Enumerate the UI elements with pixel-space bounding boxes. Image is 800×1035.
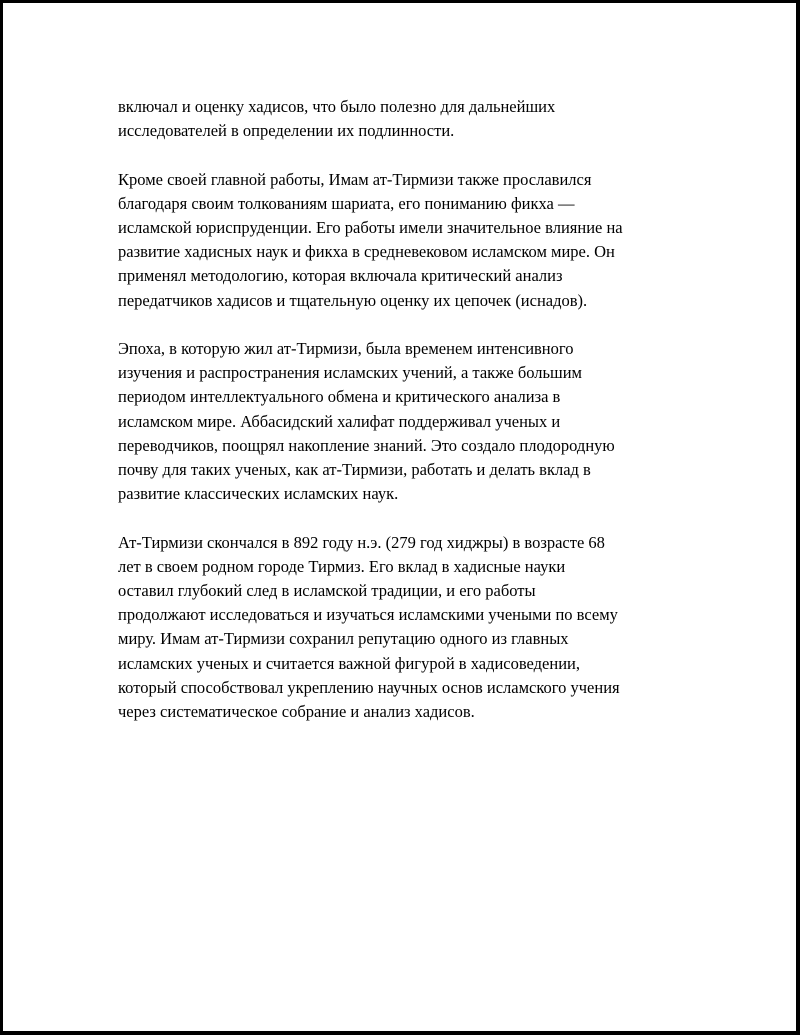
paragraph-2 [118,168,698,313]
text-line: исламском мире. Аббасидский халифат поддерживал ученых и [118,411,561,431]
text-line: изучения и распространения исламских учений, а также большим [118,363,582,383]
text-line: миру. Имам ат-Тирмизи сохранил репутацию одного из главных [118,629,569,649]
text-line: Ат-Тирмизи скончался в 892 году н.э. (279 год хиджры) в возрасте 68 [118,532,605,552]
text-line: Кроме своей главной работы, Имам ат-Тирмизи также прославился [118,169,592,189]
text-line: применял методологию, которая включала критический анализ [118,266,563,286]
text-line: лет в своем родном городе Тирмиз. Его вклад в хадисные науки [118,556,566,576]
text-line: переводчиков, поощрял накопление знаний. Это создало плодородную [118,435,615,455]
text-line: развитие классических исламских наук. [118,484,399,504]
text-line: оставил глубокий след в исламской традиции, и его работы [118,581,536,601]
text-line: исследователей в определении их подлинности. [118,121,455,141]
text-line: развитие хадисных наук и фикха в средневековом исламском мире. Он [118,242,615,262]
text-line: почву для таких ученых, как ат-Тирмизи, работать и делать вклад в [118,460,591,480]
document-body [118,95,698,748]
text-line: продолжают исследоваться и изучаться исламскими учеными по всему [118,605,618,625]
paragraph-4 [118,531,698,725]
text-line: передатчиков хадисов и тщательную оценку их цепочек (иснадов). [118,290,588,310]
text-line: включал и оценку хадисов, что было полезно для дальнейших [118,97,556,116]
text-line: который способствовал укреплению научных основ исламского учения [118,677,620,697]
text-line: исламской юриспруденции. Его работы имели значительное влияние на [118,218,623,237]
text-line: через систематическое собрание и анализ хадисов. [118,702,475,722]
paragraph-1 [118,95,698,143]
text-line: периодом интеллектуального обмена и критического анализа в [118,387,561,407]
text-line: исламских ученых и считается важной фигурой в хадисоведении, [118,653,580,673]
text-line: благодаря своим толкованиям шариата, его пониманию фикха — [118,193,575,213]
paragraph-3 [118,337,698,506]
text-line: Эпоха, в которую жил ат-Тирмизи, была временем интенсивного [118,339,574,358]
